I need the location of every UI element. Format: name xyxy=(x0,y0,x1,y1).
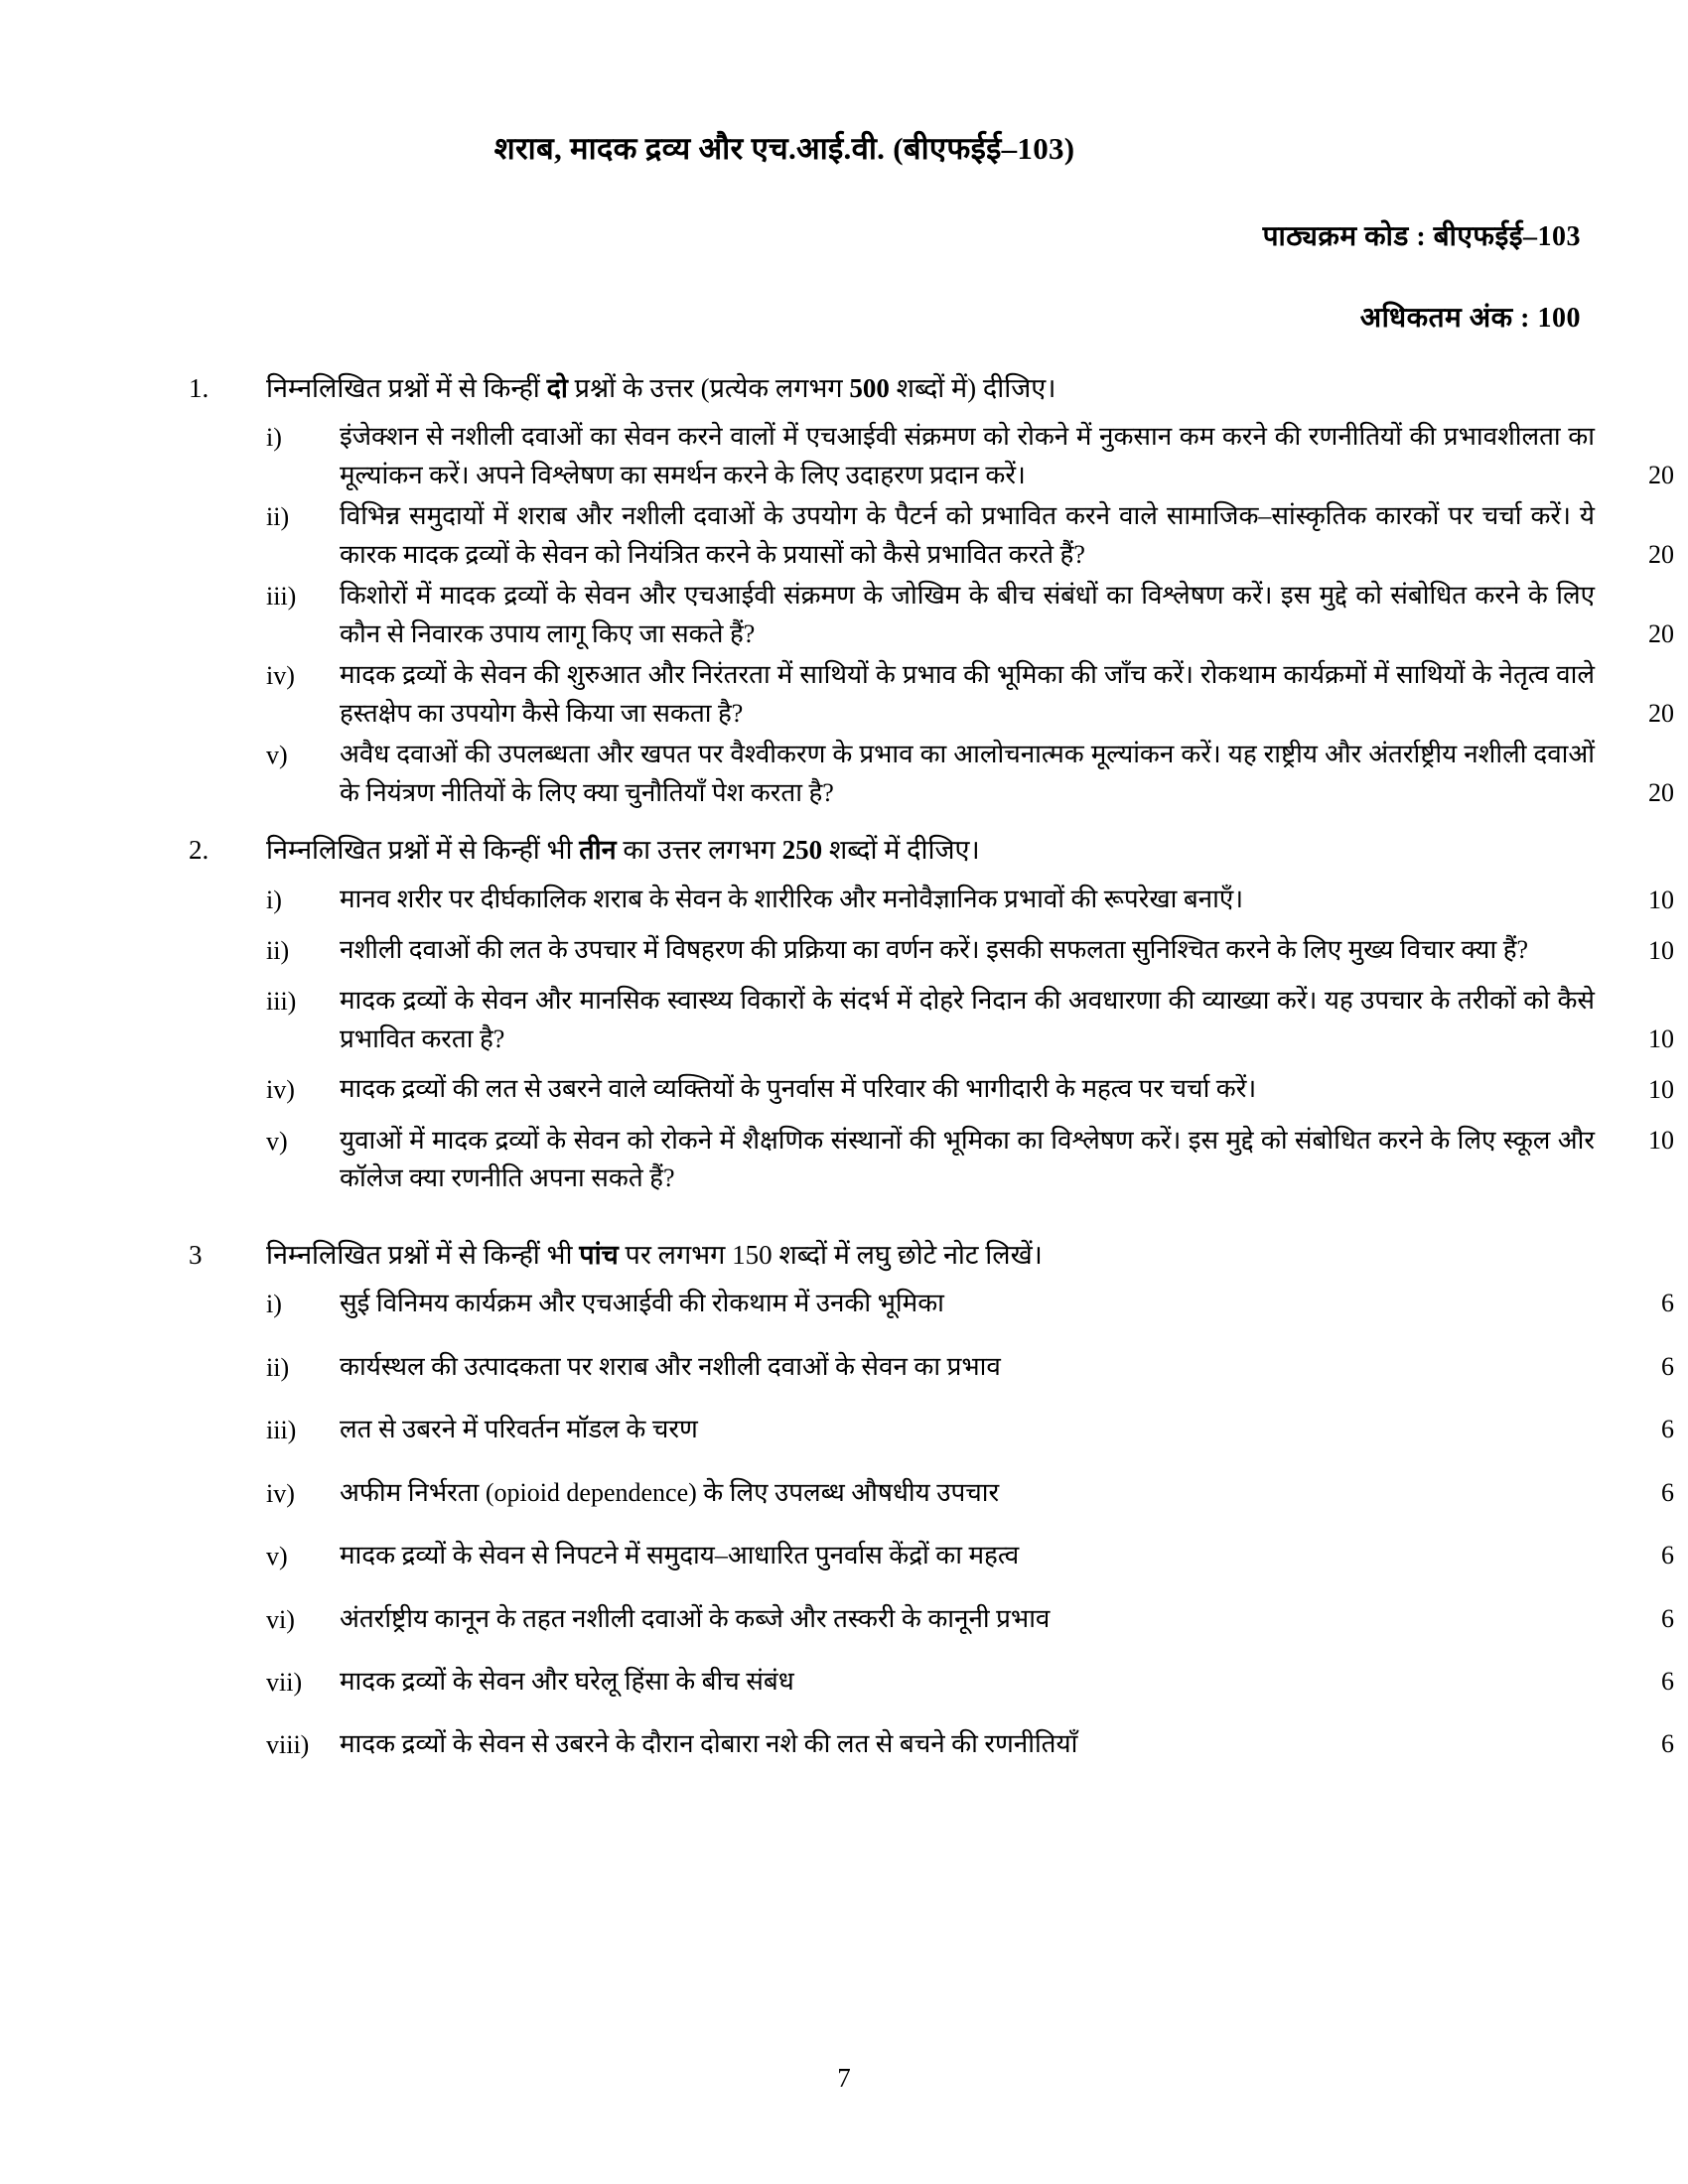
sub-question-text: अफीम निर्भरता (opioid dependence) के लिए उपलब्ध औषधीय उपचार xyxy=(340,1477,1000,1507)
sub-question-text: मानव शरीर पर दीर्घकालिक शराब के सेवन के शारीरिक और मनोवैज्ञानिक प्रभावों की रूपरेखा बनाएँ। xyxy=(340,884,1244,913)
sub-question-marks: 6 xyxy=(1661,1351,1674,1381)
sub-question-marks: 6 xyxy=(1661,1603,1674,1633)
sub-question-marks: 6 xyxy=(1661,1729,1674,1759)
question-list xyxy=(0,369,1688,1765)
sub-question-3-i xyxy=(0,1285,1688,1323)
sub-question-3-v xyxy=(0,1537,1688,1575)
sub-question-text: युवाओं में मादक द्रव्यों के सेवन को रोकने में शैक्षणिक संस्थानों की भूमिका का विश्लेषण करें। इस मुद्दे को संबोधित करने के लिए स्कूल और कॉलेज क्या रणनीति अपना सकते हैं? xyxy=(340,1125,1595,1193)
sub-question-marker: viii) xyxy=(266,1730,310,1760)
sub-question-marks: 10 xyxy=(1648,935,1674,965)
sub-question-marker: i) xyxy=(266,423,282,453)
sub-question-text: सुई विनिमय कार्यक्रम और एचआईवी की रोकथाम में उनकी भूमिका xyxy=(340,1289,944,1318)
sub-question-2-iv xyxy=(0,1070,1688,1109)
sub-question-marks: 6 xyxy=(1661,1667,1674,1696)
sub-question-3-iii xyxy=(0,1411,1688,1449)
sub-question-marker: ii) xyxy=(266,502,290,532)
sub-question-marks: 10 xyxy=(1648,1075,1674,1105)
sub-question-text: किशोरों में मादक द्रव्यों के सेवन और एचआईवी संक्रमण के जोखिम के बीच संबंधों का विश्लेषण करें। इस मुद्दे को संबोधित करने के लिए कौन से निवारक उपाय लागू किए जा सकते हैं? xyxy=(340,581,1595,648)
sub-question-marker: iii) xyxy=(266,987,297,1017)
sub-question-3-iv xyxy=(0,1474,1688,1513)
sub-question-marker: iv) xyxy=(266,661,295,691)
sub-question-text: मादक द्रव्यों के सेवन की शुरुआत और निरंतरता में साथियों के प्रभाव की भूमिका की जाँच करें। रोकथाम कार्यक्रमों में साथियों के नेतृत्व वाले हस्तक्षेप का उपयोग कैसे किया जा सकता है? xyxy=(340,660,1595,728)
sub-question-marker: ii) xyxy=(266,935,290,965)
sub-question-text: इंजेक्शन से नशीली दवाओं का सेवन करने वालों में एचआईवी संक्रमण को रोकने में नुकसान कम करने की रणनीतियों की प्रभावशीलता का मूल्यांकन करें। अपने विश्लेषण का समर्थन करने के लिए उदाहरण प्रदान करें। xyxy=(340,422,1595,489)
maximum-marks-line: अधिकतम अंक : 100 xyxy=(1359,303,1581,334)
sub-question-1-i xyxy=(0,418,1688,494)
sub-question-text: मादक द्रव्यों की लत से उबरने वाले व्यक्तियों के पुनर्वास में परिवार की भागीदारी के महत्व पर चर्चा करें। xyxy=(340,1074,1257,1104)
question-group-1 xyxy=(0,369,1688,812)
sub-question-marks: 20 xyxy=(1648,698,1674,728)
sub-question-text: नशीली दवाओं की लत के उपचार में विषहरण की प्रक्रिया का वर्णन करें। इसकी सफलता सुनिश्चित करने के लिए मुख्य विचार क्या हैं? xyxy=(340,934,1529,964)
sub-question-marker: iv) xyxy=(266,1478,295,1508)
sub-question-text: मादक द्रव्यों के सेवन से निपटने में समुदाय–आधारित पुनर्वास केंद्रों का महत्व xyxy=(340,1541,1020,1570)
sub-question-3-ii xyxy=(0,1348,1688,1387)
sub-question-3-vi xyxy=(0,1600,1688,1639)
page-number: 7 xyxy=(837,2063,851,2093)
question-3-number: 3 xyxy=(189,1239,203,1270)
sub-question-marker: vii) xyxy=(266,1668,303,1697)
sub-question-marks: 20 xyxy=(1648,460,1674,489)
section-spacer xyxy=(0,1210,1688,1236)
sub-question-marks: 20 xyxy=(1648,539,1674,569)
sub-question-marker: iii) xyxy=(266,582,297,612)
sub-question-text: मादक द्रव्यों के सेवन और घरेलू हिंसा के बीच संबंध xyxy=(340,1667,794,1696)
question-2-instruction: निम्नलिखित प्रश्नों में से किन्हीं भी तीन का उत्तर लगभग 250 शब्दों में दीजिए। xyxy=(266,835,980,866)
question-3-instruction: निम्नलिखित प्रश्नों में से किन्हीं भी पांच पर लगभग 150 शब्दों में लघु छोटे नोट लिखें। xyxy=(266,1239,1043,1270)
question-1-heading xyxy=(0,369,1688,408)
sub-question-2-v xyxy=(0,1122,1688,1198)
sub-question-text: कार्यस्थल की उत्पादकता पर शराब और नशीली दवाओं के सेवन का प्रभाव xyxy=(340,1351,1001,1381)
sub-question-1-v xyxy=(0,736,1688,812)
sub-question-3-vii xyxy=(0,1663,1688,1702)
sub-question-marker: iii) xyxy=(266,1416,297,1445)
sub-question-marker: v) xyxy=(266,1542,288,1571)
sub-question-text: अवैध दवाओं की उपलब्धता और खपत पर वैश्वीकरण के प्रभाव का आलोचनात्मक मूल्यांकन करें। यह राष्ट्रीय और अंतर्राष्ट्रीय नशीली दवाओं के नियंत्रण नीतियों के लिए क्या चुनौतियाँ पेश करता है? xyxy=(340,740,1595,807)
sub-question-2-ii xyxy=(0,931,1688,970)
section-spacer xyxy=(0,815,1688,831)
question-1-number: 1. xyxy=(189,373,210,403)
question-3-heading xyxy=(0,1236,1688,1275)
sub-question-text: मादक द्रव्यों के सेवन और मानसिक स्वास्थ्य विकारों के संदर्भ में दोहरे निदान की अवधारणा की व्याख्या करें। यह उपचार के तरीकों को कैसे प्रभावित करता है? xyxy=(340,986,1595,1053)
sub-question-marker: v) xyxy=(266,741,288,770)
page-title: शराब, मादक द्रव्य और एच.आई.वी. (बीएफईई–103) xyxy=(493,131,1075,166)
sub-question-marker: i) xyxy=(266,1290,282,1319)
sub-question-text: अंतर्राष्ट्रीय कानून के तहत नशीली दवाओं के कब्जे और तस्करी के कानूनी प्रभाव xyxy=(340,1603,1051,1633)
sub-question-2-i xyxy=(0,881,1688,919)
sub-question-text: विभिन्न समुदायों में शराब और नशीली दवाओं के उपयोग के पैटर्न को प्रभावित करने वाले सामाजिक–सांस्कृतिक कारकों पर चर्चा करें। ये कारक मादक द्रव्यों के सेवन को नियंत्रित करने के प्रयासों को कैसे प्रभावित करते हैं? xyxy=(340,501,1595,569)
sub-question-marker: i) xyxy=(266,885,282,914)
sub-question-text: लत से उबरने में परिवर्तन मॉडल के चरण xyxy=(340,1415,698,1444)
page-header xyxy=(0,0,1688,336)
question-group-3 xyxy=(0,1236,1688,1765)
sub-question-3-viii xyxy=(0,1725,1688,1764)
sub-question-marks: 10 xyxy=(1648,885,1674,914)
sub-question-marker: ii) xyxy=(266,1352,290,1382)
sub-question-marks: 10 xyxy=(1648,1024,1674,1053)
sub-question-1-iii xyxy=(0,577,1688,653)
question-2-number: 2. xyxy=(189,835,210,866)
question-group-2 xyxy=(0,831,1688,1198)
sub-question-marks: 20 xyxy=(1648,618,1674,648)
sub-question-marks: 6 xyxy=(1661,1289,1674,1318)
sub-question-marker: iv) xyxy=(266,1075,295,1105)
question-1-instruction: निम्नलिखित प्रश्नों में से किन्हीं दो प्रश्नों के उत्तर (प्रत्येक लगभग 500 शब्दों में) दीजिए। xyxy=(266,373,1056,403)
sub-question-marks: 20 xyxy=(1648,777,1674,807)
course-code-line: पाठ्यक्रम कोड : बीएफईई–103 xyxy=(1262,221,1581,252)
sub-question-marker: v) xyxy=(266,1126,288,1156)
sub-question-1-iv xyxy=(0,656,1688,733)
sub-question-text: मादक द्रव्यों के सेवन से उबरने के दौरान दोबारा नशे की लत से बचने की रणनीतियाँ xyxy=(340,1729,1078,1759)
sub-question-2-iii xyxy=(0,982,1688,1058)
question-2-heading xyxy=(0,831,1688,870)
sub-question-marks: 6 xyxy=(1661,1415,1674,1444)
sub-question-1-ii xyxy=(0,497,1688,574)
sub-question-marks: 6 xyxy=(1661,1477,1674,1507)
sub-question-marks: 10 xyxy=(1648,1125,1674,1155)
sub-question-marker: vi) xyxy=(266,1604,295,1634)
sub-question-marks: 6 xyxy=(1661,1541,1674,1570)
